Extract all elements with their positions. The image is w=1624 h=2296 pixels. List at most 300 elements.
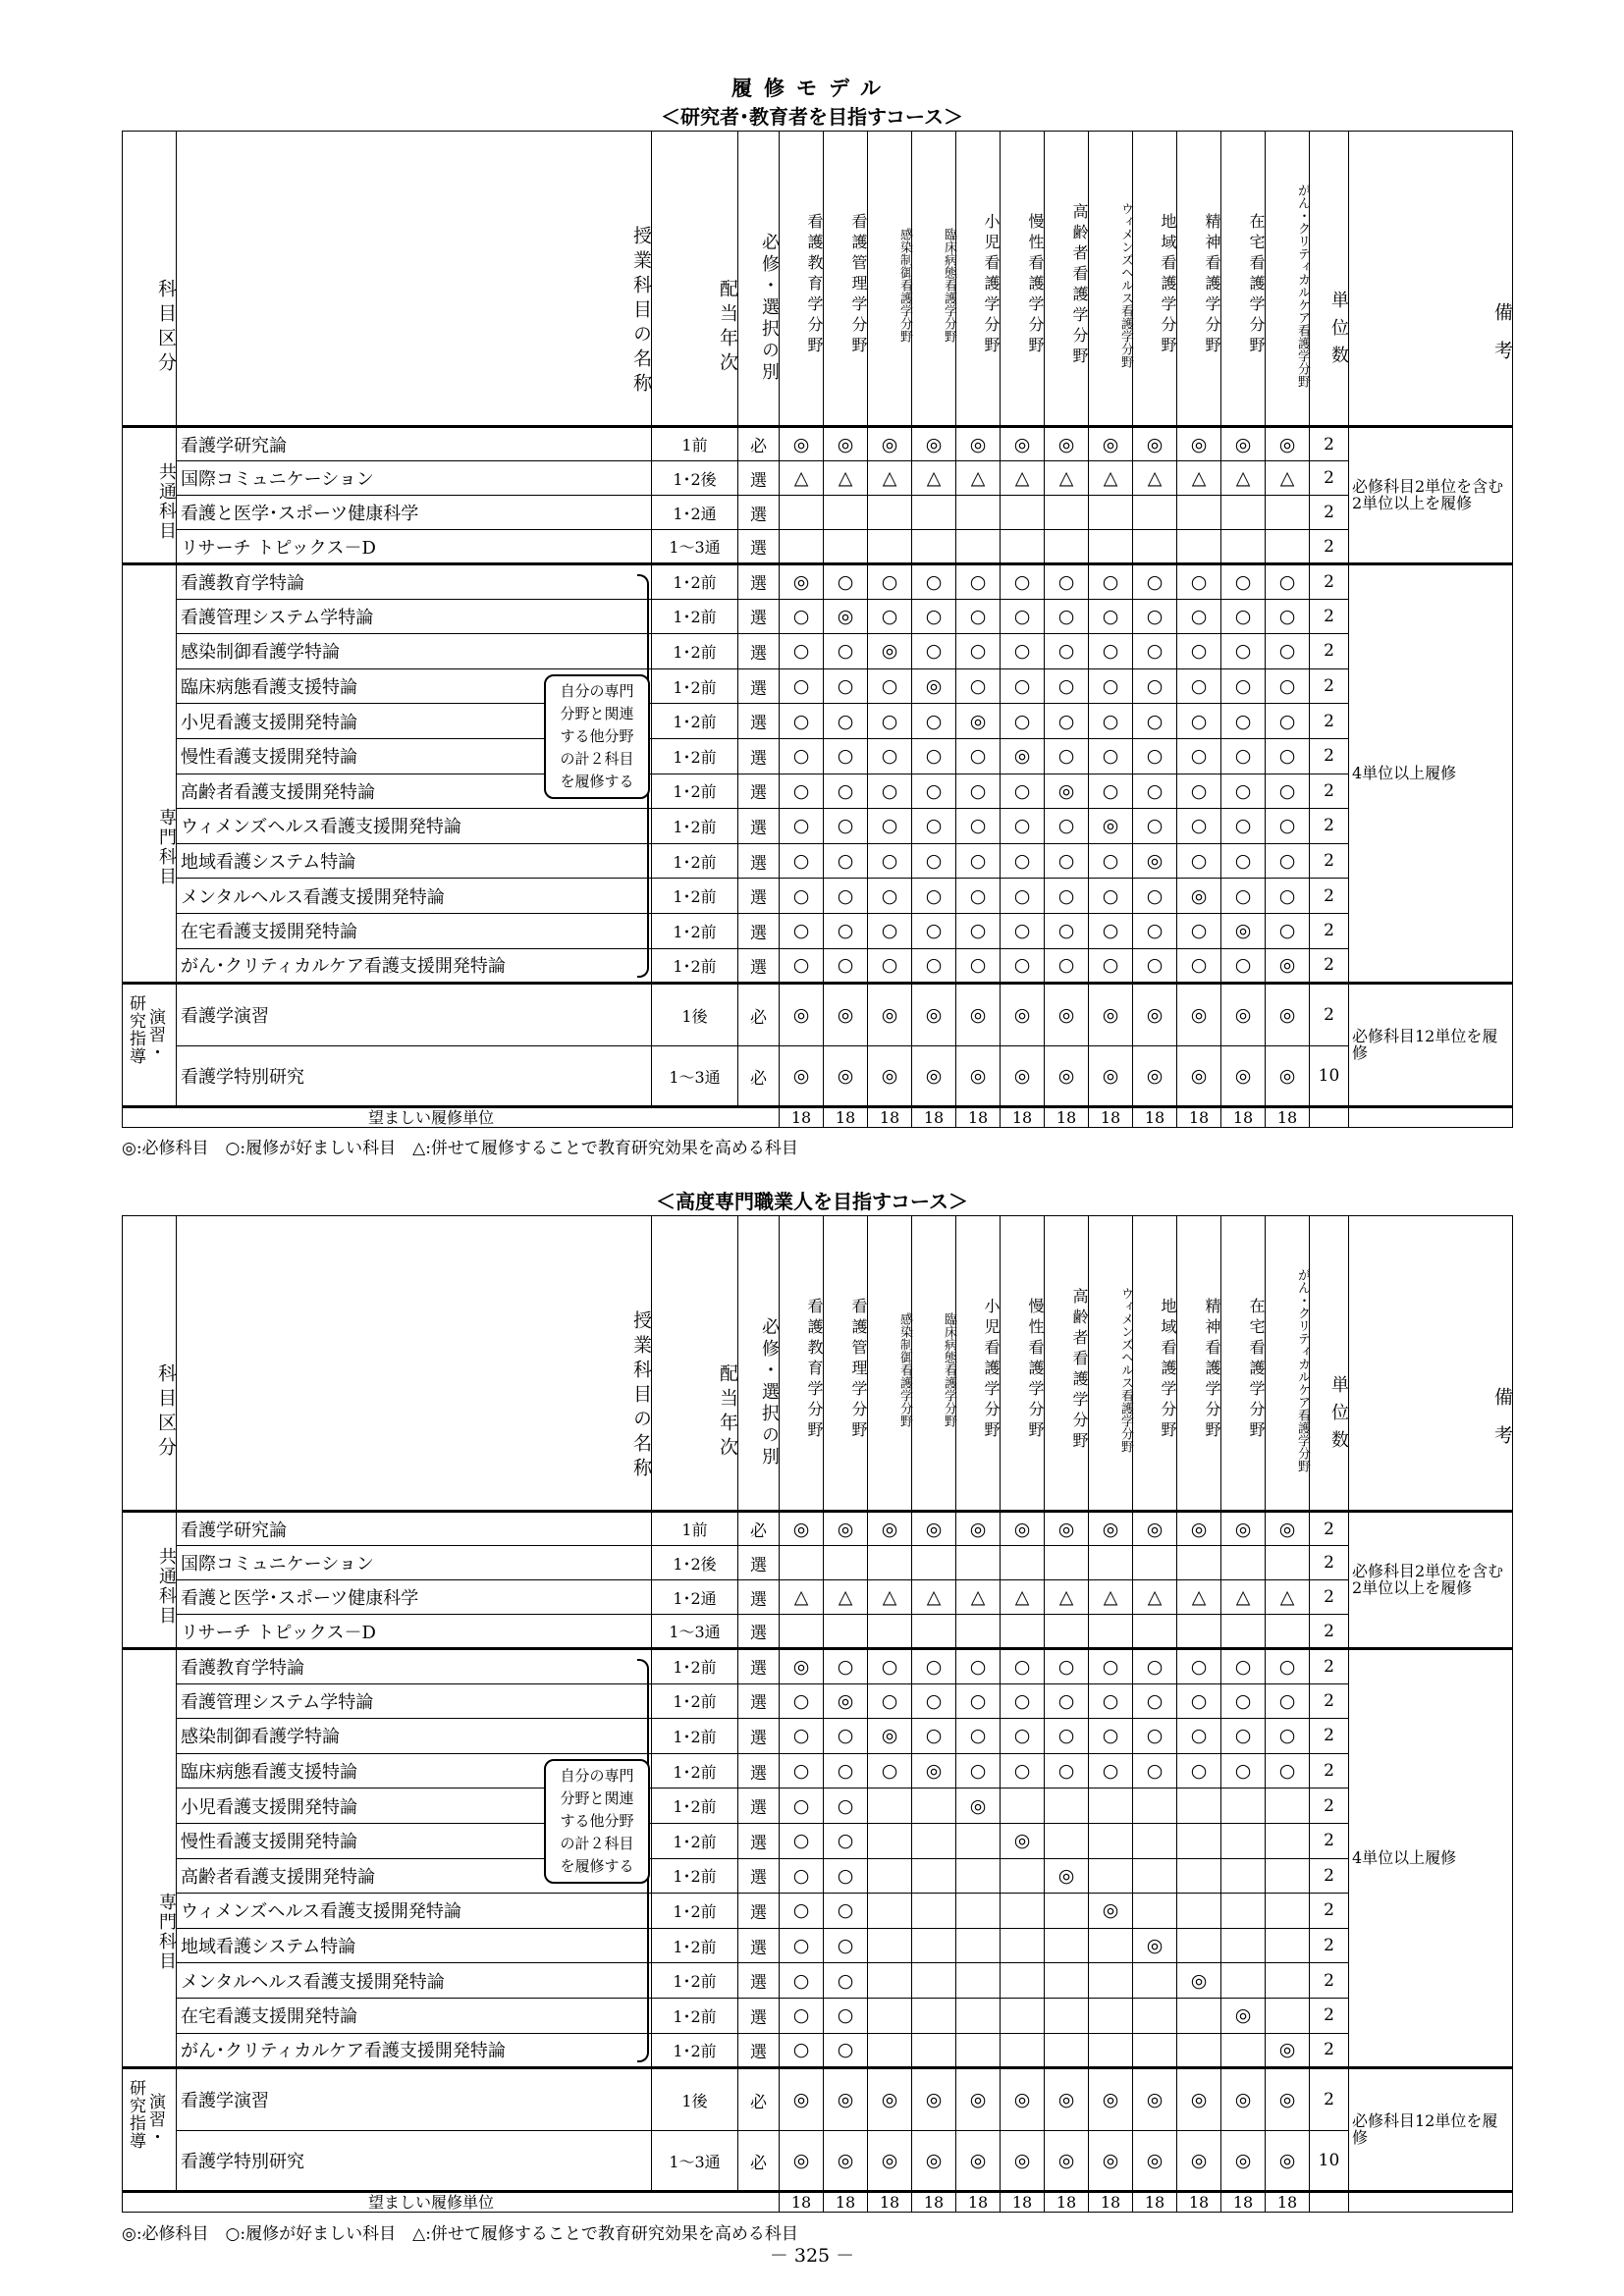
header-field-11: 在宅看護学分野 <box>1221 1216 1266 1512</box>
mark-cell: ○ <box>780 668 824 704</box>
mark-cell: ◎ <box>868 2131 912 2192</box>
mark-cell <box>868 1928 912 1963</box>
mark-cell: ○ <box>1045 634 1089 669</box>
mark-cell: ○ <box>912 843 956 879</box>
mark-cell <box>1001 2033 1045 2068</box>
mark-cell: ○ <box>956 564 1001 600</box>
mark-cell: ○ <box>780 1858 824 1894</box>
mark-cell: ◎ <box>956 704 1001 739</box>
category-research <box>123 984 177 1107</box>
table-row <box>123 668 1513 704</box>
total-cell: 18 <box>912 1107 956 1128</box>
mark-cell: ○ <box>868 913 912 948</box>
table-row <box>123 1823 1513 1858</box>
mark-cell <box>1133 1894 1177 1929</box>
mark-cell: ○ <box>1221 948 1266 984</box>
mark-cell: ◎ <box>1221 1046 1266 1107</box>
subject-name: 高齢者看護支援開発特論 <box>177 774 652 809</box>
mark-cell: ◎ <box>1266 427 1310 461</box>
mark-cell <box>1177 1789 1221 1824</box>
header-field-10: 精神看護学分野 <box>1177 1216 1221 1512</box>
units-cell: 2 <box>1310 1998 1349 2033</box>
mark-cell: ○ <box>1089 564 1133 600</box>
subject-name: 小児看護支援開発特論 <box>177 704 652 739</box>
mark-cell: ○ <box>868 809 912 844</box>
header-units: 単位数 <box>1310 132 1349 427</box>
mark-cell <box>1133 1615 1177 1649</box>
subject-name: 看護と医学･スポーツ健康科学 <box>177 496 652 530</box>
mark-cell <box>1089 1823 1133 1858</box>
table-row <box>123 1580 1513 1615</box>
units-cell: 2 <box>1310 2033 1349 2068</box>
mark-cell: △ <box>780 1580 824 1615</box>
mark-cell: ○ <box>1266 599 1310 634</box>
mark-cell: ○ <box>868 948 912 984</box>
mark-cell: ○ <box>824 809 868 844</box>
mark-cell: ○ <box>1133 774 1177 809</box>
mark-cell: ◎ <box>1133 984 1177 1046</box>
req-cell: 必 <box>738 2131 780 2192</box>
req-cell: 選 <box>738 1649 780 1684</box>
mark-cell <box>1133 1963 1177 1999</box>
mark-cell: ◎ <box>1045 1512 1089 1546</box>
specialty-note-line: を履修する <box>560 1857 634 1876</box>
mark-cell <box>1177 496 1221 530</box>
mark-cell: ○ <box>1266 564 1310 600</box>
mark-cell <box>1177 1858 1221 1894</box>
mark-cell <box>1089 1615 1133 1649</box>
req-cell: 選 <box>738 948 780 984</box>
mark-cell <box>868 1789 912 1824</box>
mark-cell: ◎ <box>824 1683 868 1719</box>
total-cell: 18 <box>1221 1107 1266 1128</box>
mark-cell: ○ <box>912 1649 956 1684</box>
mark-cell <box>912 1928 956 1963</box>
req-cell: 選 <box>738 668 780 704</box>
total-cell: 18 <box>956 2192 1001 2213</box>
total-cell: 18 <box>1001 2192 1045 2213</box>
mark-cell: ○ <box>868 738 912 774</box>
header-category: 科目区分 <box>123 132 177 427</box>
year-cell: 1･2前 <box>652 1894 738 1929</box>
mark-cell: ○ <box>868 843 912 879</box>
mark-cell <box>868 1963 912 1999</box>
mark-cell: ○ <box>1221 774 1266 809</box>
mark-cell: ○ <box>956 599 1001 634</box>
mark-cell <box>1266 1963 1310 1999</box>
units-cell: 2 <box>1310 1858 1349 1894</box>
mark-cell <box>956 2033 1001 2068</box>
table-row <box>123 809 1513 844</box>
table-row <box>123 1649 1513 1684</box>
mark-cell: ◎ <box>956 427 1001 461</box>
total-cell: 18 <box>780 1107 824 1128</box>
specialty-note-line: 自分の専門 <box>560 1767 634 1786</box>
year-cell: 1･2前 <box>652 2033 738 2068</box>
mark-cell <box>868 2033 912 2068</box>
table-row <box>123 634 1513 669</box>
subject-name: 小児看護支援開発特論 <box>177 1789 652 1824</box>
mark-cell: ○ <box>956 738 1001 774</box>
mark-cell: ○ <box>1177 843 1221 879</box>
mark-cell <box>1221 1928 1266 1963</box>
units-cell: 2 <box>1310 1963 1349 1999</box>
mark-cell <box>1089 1546 1133 1580</box>
mark-cell: ◎ <box>868 984 912 1046</box>
mark-cell: ◎ <box>912 1753 956 1789</box>
mark-cell: ◎ <box>1045 984 1089 1046</box>
total-cell: 18 <box>1045 1107 1089 1128</box>
header-field-7: 高齢者看護学分野 <box>1045 1216 1089 1512</box>
mark-cell: ○ <box>956 634 1001 669</box>
specialty-note-line: の計２科目 <box>560 1835 634 1853</box>
units-cell: 2 <box>1310 843 1349 879</box>
req-cell: 選 <box>738 738 780 774</box>
mark-cell: △ <box>1221 461 1266 496</box>
mark-cell: ◎ <box>1001 2068 1045 2131</box>
year-cell: 1後 <box>652 2068 738 2131</box>
req-cell: 選 <box>738 843 780 879</box>
mark-cell: ○ <box>1133 668 1177 704</box>
mark-cell: ◎ <box>912 427 956 461</box>
mark-cell <box>1266 530 1310 564</box>
mark-cell <box>912 1858 956 1894</box>
mark-cell <box>780 1546 824 1580</box>
units-cell: 2 <box>1310 1615 1349 1649</box>
mark-cell: ○ <box>824 1719 868 1754</box>
mark-cell: ○ <box>1133 1649 1177 1684</box>
req-cell: 必 <box>738 1046 780 1107</box>
mark-cell: ○ <box>1221 564 1266 600</box>
mark-cell: ○ <box>1221 634 1266 669</box>
mark-cell: △ <box>1045 1580 1089 1615</box>
header-row <box>123 132 1513 427</box>
mark-cell: ◎ <box>1089 427 1133 461</box>
mark-cell: ◎ <box>1177 1512 1221 1546</box>
mark-cell <box>1221 2033 1266 2068</box>
mark-cell: ◎ <box>1089 1046 1133 1107</box>
mark-cell <box>956 1928 1001 1963</box>
table-row <box>123 738 1513 774</box>
header-field-7: 高齢者看護学分野 <box>1045 132 1089 427</box>
mark-cell: ◎ <box>1177 1046 1221 1107</box>
mark-cell: ○ <box>1133 809 1177 844</box>
mark-cell: ◎ <box>1266 948 1310 984</box>
mark-cell <box>1001 1546 1045 1580</box>
mark-cell: △ <box>956 1580 1001 1615</box>
mark-cell <box>868 496 912 530</box>
mark-cell <box>1045 1823 1089 1858</box>
mark-cell: ◎ <box>780 564 824 600</box>
mark-cell <box>1089 496 1133 530</box>
mark-cell: ○ <box>1266 809 1310 844</box>
year-cell: 1･2後 <box>652 1546 738 1580</box>
mark-cell: △ <box>824 461 868 496</box>
totals-notes-empty <box>1349 1107 1513 1128</box>
total-cell: 18 <box>1266 2192 1310 2213</box>
mark-cell: ◎ <box>824 984 868 1046</box>
mark-cell <box>1133 1789 1177 1824</box>
mark-cell: ◎ <box>824 427 868 461</box>
mark-cell: ○ <box>1221 1649 1266 1684</box>
year-cell: 1･2前 <box>652 1649 738 1684</box>
table-row <box>123 1894 1513 1929</box>
mark-cell <box>956 1823 1001 1858</box>
specialty-note-line: 自分の専門 <box>560 682 634 701</box>
req-cell: 選 <box>738 1928 780 1963</box>
subject-name: 国際コミュニケーション <box>177 461 652 496</box>
mark-cell <box>1045 1789 1089 1824</box>
mark-cell: ○ <box>1089 1683 1133 1719</box>
mark-cell: ○ <box>1089 634 1133 669</box>
header-field-2: 看護管理学分野 <box>824 132 868 427</box>
subject-name: 看護学研究論 <box>177 427 652 461</box>
mark-cell <box>912 1615 956 1649</box>
year-cell: 1･2通 <box>652 1580 738 1615</box>
mark-cell: ○ <box>1045 668 1089 704</box>
mark-cell: ○ <box>1133 1719 1177 1754</box>
course-1-table <box>122 131 1513 1128</box>
year-cell: 1前 <box>652 1512 738 1546</box>
mark-cell: ○ <box>912 704 956 739</box>
table-row <box>123 913 1513 948</box>
mark-cell: ◎ <box>1266 2033 1310 2068</box>
table-row <box>123 1683 1513 1719</box>
mark-cell: ○ <box>1177 1649 1221 1684</box>
mark-cell: ◎ <box>1133 427 1177 461</box>
totals-units-empty <box>1310 1107 1349 1128</box>
mark-cell <box>1221 1789 1266 1824</box>
mark-cell <box>868 1894 912 1929</box>
mark-cell <box>956 1894 1001 1929</box>
units-cell: 2 <box>1310 496 1349 530</box>
req-cell: 選 <box>738 1615 780 1649</box>
units-cell: 2 <box>1310 668 1349 704</box>
header-field-1: 看護教育学分野 <box>780 1216 824 1512</box>
subject-name: リサーチ トピックス－D <box>177 530 652 564</box>
mark-cell <box>1089 1998 1133 2033</box>
course-1-subtitle: ＜研究者･教育者を目指すコース＞ <box>661 105 963 129</box>
header-notes: 備考 <box>1349 132 1513 427</box>
subject-name: 高齢者看護支援開発特論 <box>177 1858 652 1894</box>
category-exercise-label: 演習・ <box>145 2093 165 2147</box>
mark-cell: ○ <box>780 1998 824 2033</box>
units-cell: 2 <box>1310 1683 1349 1719</box>
units-cell: 2 <box>1310 2068 1349 2131</box>
year-cell: 1･2前 <box>652 738 738 774</box>
mark-cell: ◎ <box>1221 1998 1266 2033</box>
category-common: 共通科目 <box>123 427 177 564</box>
mark-cell: ◎ <box>780 427 824 461</box>
req-cell: 必 <box>738 1512 780 1546</box>
units-cell: 2 <box>1310 984 1349 1046</box>
specialty-note-line: 分野と関連 <box>560 705 634 723</box>
mark-cell <box>1221 1894 1266 1929</box>
year-cell: 1･2前 <box>652 599 738 634</box>
mark-cell: ○ <box>1177 668 1221 704</box>
table-row <box>123 1546 1513 1580</box>
subject-name: 地域看護システム特論 <box>177 1928 652 1963</box>
mark-cell: ◎ <box>1266 2068 1310 2131</box>
mark-cell <box>1001 1963 1045 1999</box>
mark-cell: ◎ <box>1177 427 1221 461</box>
table-row <box>123 427 1513 461</box>
mark-cell: ○ <box>824 1823 868 1858</box>
mark-cell: ○ <box>1177 738 1221 774</box>
totals-units-empty <box>1310 2192 1349 2213</box>
mark-cell: ◎ <box>1133 1046 1177 1107</box>
mark-cell: △ <box>780 461 824 496</box>
mark-cell <box>1133 496 1177 530</box>
units-cell: 2 <box>1310 809 1349 844</box>
mark-cell <box>824 530 868 564</box>
mark-cell: ◎ <box>956 984 1001 1046</box>
header-row <box>123 1216 1513 1512</box>
mark-cell: ○ <box>1177 599 1221 634</box>
mark-cell: ○ <box>1001 843 1045 879</box>
mark-cell <box>956 1963 1001 1999</box>
subject-name: メンタルヘルス看護支援開発特論 <box>177 879 652 914</box>
year-cell: 1前 <box>652 427 738 461</box>
mark-cell: △ <box>912 1580 956 1615</box>
mark-cell: ○ <box>1045 1719 1089 1754</box>
req-cell: 選 <box>738 530 780 564</box>
mark-cell: ◎ <box>912 984 956 1046</box>
mark-cell: ○ <box>1221 1719 1266 1754</box>
header-notes: 備考 <box>1349 1216 1513 1512</box>
mark-cell: ○ <box>1221 1683 1266 1719</box>
mark-cell: ○ <box>780 1683 824 1719</box>
course-2-table <box>122 1215 1513 2213</box>
units-cell: 2 <box>1310 1823 1349 1858</box>
mark-cell: ○ <box>1045 1753 1089 1789</box>
subject-name: 看護学研究論 <box>177 1512 652 1546</box>
year-cell: 1･2前 <box>652 879 738 914</box>
mark-cell <box>1045 1928 1089 1963</box>
table-row <box>123 2131 1513 2192</box>
mark-cell: ◎ <box>912 2131 956 2192</box>
year-cell: 1･2前 <box>652 1858 738 1894</box>
course-2-subtitle: ＜高度専門職業人を目指すコース＞ <box>656 1190 968 1213</box>
mark-cell: ○ <box>1001 564 1045 600</box>
mark-cell <box>1089 1928 1133 1963</box>
mark-cell <box>1266 496 1310 530</box>
mark-cell: ○ <box>956 948 1001 984</box>
year-cell: 1･2前 <box>652 1998 738 2033</box>
units-cell: 2 <box>1310 530 1349 564</box>
mark-cell: ○ <box>912 913 956 948</box>
mark-cell <box>1177 530 1221 564</box>
mark-cell: ○ <box>956 1719 1001 1754</box>
mark-cell: ◎ <box>1221 913 1266 948</box>
mark-cell: ◎ <box>912 668 956 704</box>
subject-name: 看護学特別研究 <box>177 1046 652 1107</box>
mark-cell: ○ <box>780 1789 824 1824</box>
mark-cell: ○ <box>1133 564 1177 600</box>
units-cell: 2 <box>1310 879 1349 914</box>
total-cell: 18 <box>1221 2192 1266 2213</box>
notes-common: 必修科目2単位を含む2単位以上を履修 <box>1349 1512 1513 1649</box>
mark-cell <box>956 1615 1001 1649</box>
mark-cell: ◎ <box>780 1046 824 1107</box>
mark-cell: ◎ <box>1089 2131 1133 2192</box>
mark-cell: ○ <box>1045 564 1089 600</box>
mark-cell: ◎ <box>1221 2068 1266 2131</box>
req-cell: 選 <box>738 1998 780 2033</box>
req-cell: 選 <box>738 1963 780 1999</box>
mark-cell: ○ <box>1045 809 1089 844</box>
subject-name: がん･クリティカルケア看護支援開発特論 <box>177 2033 652 2068</box>
mark-cell <box>1177 1894 1221 1929</box>
mark-cell: ◎ <box>1177 984 1221 1046</box>
mark-cell: ○ <box>1089 879 1133 914</box>
table-row <box>123 1998 1513 2033</box>
mark-cell: ○ <box>1001 599 1045 634</box>
table-row <box>123 461 1513 496</box>
mark-cell: ○ <box>1266 634 1310 669</box>
mark-cell: ○ <box>868 774 912 809</box>
mark-cell: ○ <box>1221 879 1266 914</box>
year-cell: 1･2前 <box>652 1963 738 1999</box>
mark-cell: ○ <box>912 738 956 774</box>
mark-cell: ○ <box>1001 1753 1045 1789</box>
header-field-12: がん・クリティカルケア看護学分野 <box>1266 132 1310 427</box>
units-cell: 2 <box>1310 599 1349 634</box>
mark-cell: ◎ <box>1133 1928 1177 1963</box>
mark-cell: ○ <box>1221 738 1266 774</box>
mark-cell: ○ <box>824 668 868 704</box>
mark-cell <box>1001 496 1045 530</box>
mark-cell: ○ <box>1266 704 1310 739</box>
units-cell: 2 <box>1310 634 1349 669</box>
mark-cell: ○ <box>1266 668 1310 704</box>
mark-cell <box>1177 2033 1221 2068</box>
mark-cell: ○ <box>824 1858 868 1894</box>
mark-cell <box>824 496 868 530</box>
mark-cell: ◎ <box>1221 984 1266 1046</box>
subject-name: 看護と医学･スポーツ健康科学 <box>177 1580 652 1615</box>
year-cell: 1･2前 <box>652 809 738 844</box>
mark-cell: ○ <box>780 1894 824 1929</box>
mark-cell: ○ <box>780 1928 824 1963</box>
mark-cell: ○ <box>1045 948 1089 984</box>
mark-cell <box>1089 2033 1133 2068</box>
subject-name: 在宅看護支援開発特論 <box>177 1998 652 2033</box>
mark-cell: ◎ <box>1045 774 1089 809</box>
mark-cell: ◎ <box>868 2068 912 2131</box>
units-cell: 2 <box>1310 913 1349 948</box>
mark-cell: △ <box>1045 461 1089 496</box>
mark-cell: ◎ <box>1045 1858 1089 1894</box>
mark-cell <box>1221 496 1266 530</box>
header-field-5: 小児看護学分野 <box>956 1216 1001 1512</box>
mark-cell: △ <box>1089 461 1133 496</box>
mark-cell: ○ <box>1089 704 1133 739</box>
mark-cell: ○ <box>1177 948 1221 984</box>
mark-cell <box>912 1894 956 1929</box>
year-cell: 1後 <box>652 984 738 1046</box>
totals-label: 望ましい履修単位 <box>123 1107 780 1128</box>
req-cell: 選 <box>738 1858 780 1894</box>
mark-cell <box>1221 1615 1266 1649</box>
mark-cell: ○ <box>780 879 824 914</box>
mark-cell: ◎ <box>1045 2131 1089 2192</box>
mark-cell: ○ <box>868 599 912 634</box>
mark-cell: ○ <box>956 668 1001 704</box>
category-common: 共通科目 <box>123 1512 177 1649</box>
mark-cell: ◎ <box>956 1789 1001 1824</box>
mark-cell: ◎ <box>1089 1512 1133 1546</box>
